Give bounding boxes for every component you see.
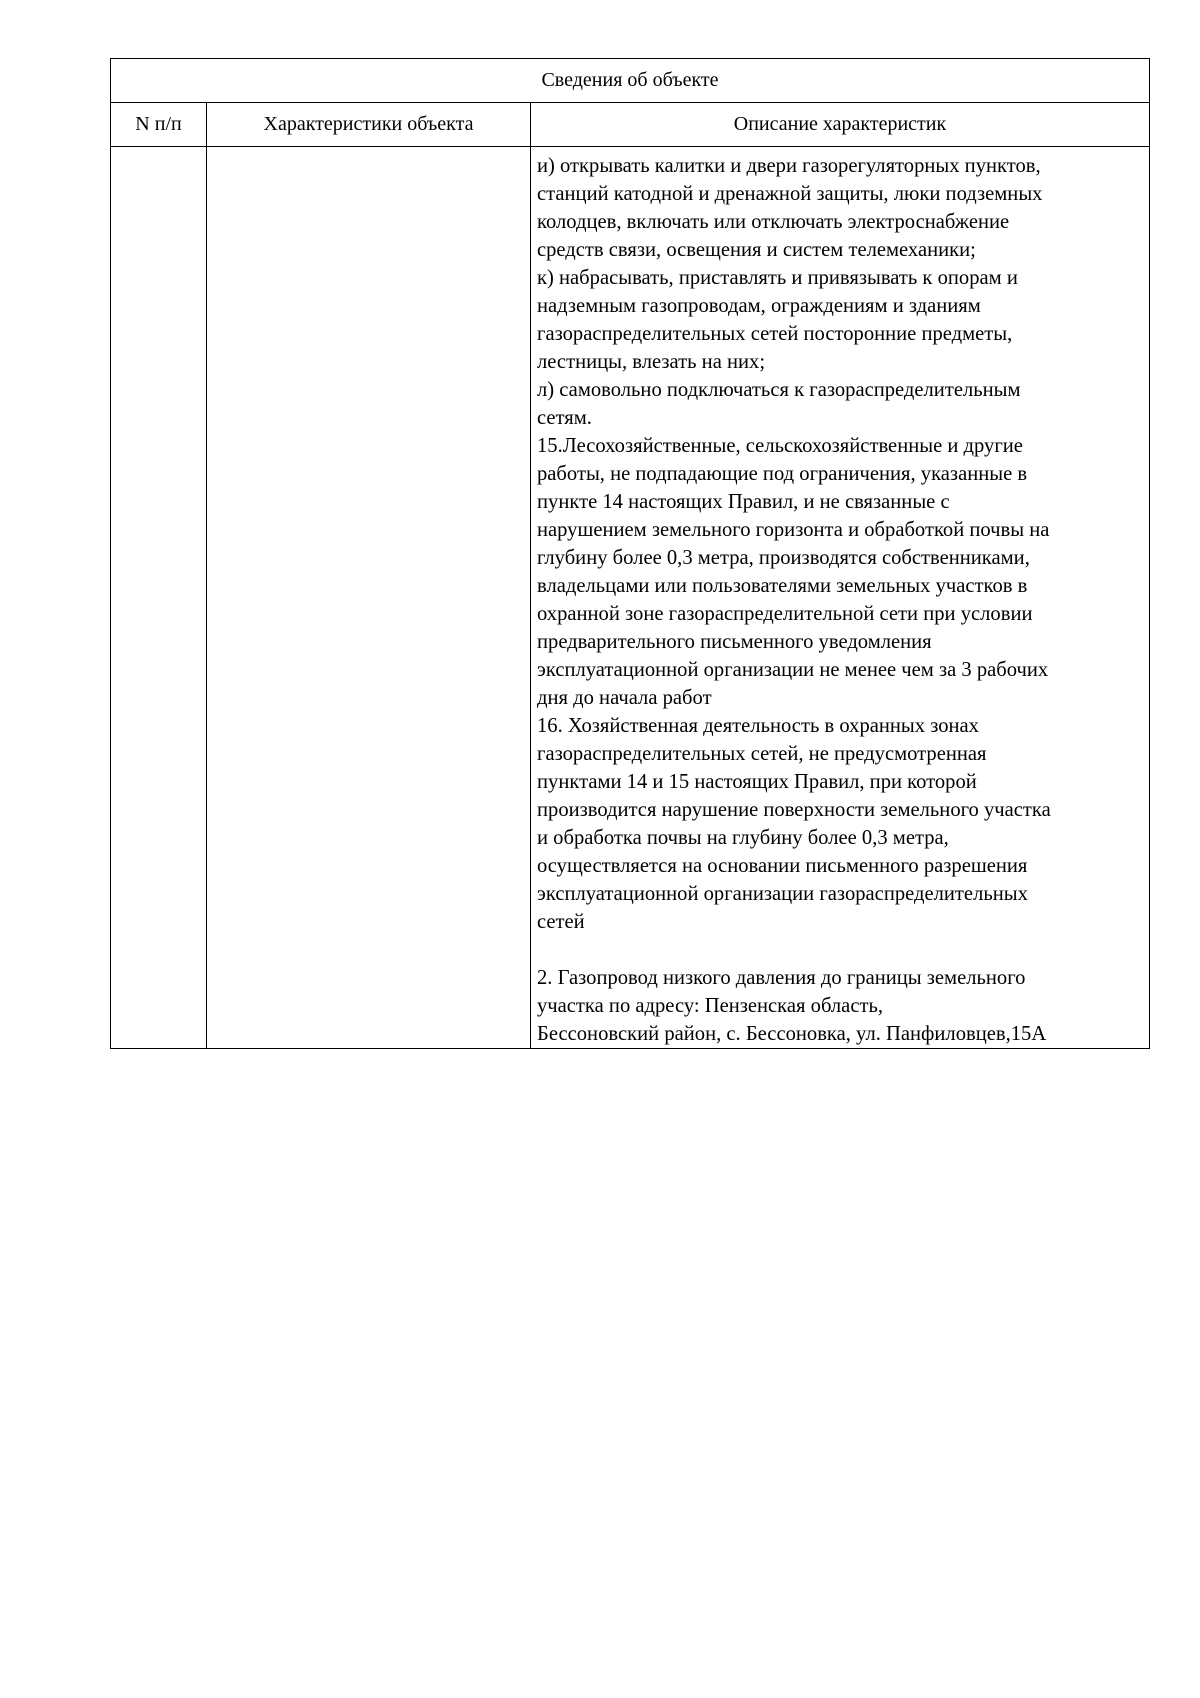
description-line: пункте 14 настоящих Правил, и не связанные с [537,491,950,513]
header-number: N п/п [111,103,207,147]
description-line: станций катодной и дренажной защиты, люки подземных [537,183,1043,205]
description-line: и обработка почвы на глубину более 0,3 метра, [537,827,949,849]
description-line: средств связи, освещения и систем телемеханики; [537,239,976,261]
description-line: л) самовольно подключаться к газораспределительным [537,379,1021,401]
description-line: осуществляется на основании письменного разрешения [537,855,1028,877]
description-line: эксплуатационной организации газораспределительных [537,883,1028,905]
description-line: охранной зоне газораспределительной сети при условии [537,603,1033,625]
description-line: сетей [537,911,585,933]
description-line: глубину более 0,3 метра, производятся собственниками, [537,547,1030,569]
table-title-row [111,59,1150,103]
table-title: Сведения об объекте [111,59,1150,103]
description-line: работы, не подпадающие под ограничения, указанные в [537,463,1028,485]
table-header-row [111,103,1150,147]
description-line: лестницы, влезать на них; [537,351,766,373]
description-line: пунктами 14 и 15 настоящих Правил, при которой [537,771,977,793]
description-line: надземным газопроводам, ограждениям и зданиям [537,295,981,317]
description-line: эксплуатационной организации не менее чем за 3 рабочих [537,659,1049,681]
object-info-table [110,58,1150,1049]
header-description: Описание характеристик [531,103,1150,147]
description-line: владельцами или пользователями земельных участков в [537,575,1028,597]
row-characteristics-cell [207,147,531,1049]
description-line: газораспределительных сетей, не предусмотренная [537,743,987,765]
description-line: 16. Хозяйственная деятельность в охранных зонах [537,715,979,737]
description-line: 15.Лесохозяйственные, сельскохозяйственные и другие [537,435,1023,457]
description-line: дня до начала работ [537,687,712,709]
row-description-cell [531,147,1150,1049]
description-line: сетям. [537,407,592,429]
description-line: газораспределительных сетей посторонние предметы, [537,323,1013,345]
description-line: к) набрасывать, приставлять и привязывать к опорам и [537,267,1018,289]
description-line: и) открывать калитки и двери газорегуляторных пунктов, [537,155,1041,177]
header-characteristics: Характеристики объекта [207,103,531,147]
description-line: Бессоновский район, с. Бессоновка, ул. Панфиловцев,15А [537,1023,1047,1045]
description-line: колодцев, включать или отключать электроснабжение [537,211,1010,233]
table-row [111,147,1150,1049]
description-line: 2. Газопровод низкого давления до границы земельного [537,967,1026,989]
description-line: предварительного письменного уведомления [537,631,932,653]
description-spacer [537,936,1145,964]
description-line: производится нарушение поверхности земельного участка [537,799,1051,821]
description-line: нарушением земельного горизонта и обработкой почвы на [537,519,1050,541]
description-line: участка по адресу: Пензенская область, [537,995,884,1017]
row-number-cell [111,147,207,1049]
